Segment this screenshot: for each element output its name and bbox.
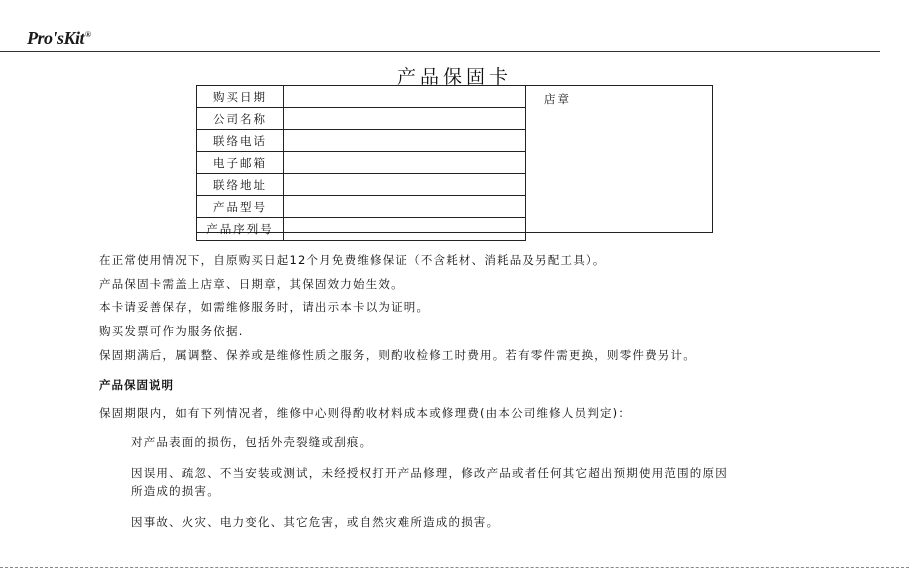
field-model[interactable]	[284, 196, 526, 218]
form-row-model	[197, 196, 526, 218]
warranty-form-table	[196, 85, 526, 241]
field-email[interactable]	[284, 152, 526, 174]
field-company-name[interactable]	[284, 108, 526, 130]
label-company-name: 公司名称	[197, 108, 284, 130]
logo-text: Pro'sKit	[27, 28, 85, 48]
label-serial: 产品序列号	[197, 218, 284, 241]
paragraph-after-expiry: 保固期满后，属调整、保养或是维修性质之服务，则酌收检修工时费用。若有零件需更换，则零件费另计。	[99, 348, 696, 362]
stamp-label: 店章	[544, 92, 571, 106]
list-item-surface-damage: 对产品表面的损伤，包括外壳裂缝或刮痕。	[131, 435, 373, 449]
bottom-divider	[0, 567, 909, 568]
form-row-address	[197, 174, 526, 196]
registered-mark: ®	[85, 30, 91, 39]
list-item-accident: 因事故、火灾、电力变化、其它危害，或自然灾难所造成的损害。	[131, 515, 500, 529]
header-divider	[0, 51, 880, 52]
section-intro: 保固期限内，如有下列情况者，维修中心则得酌收材料成本或修理费(由本公司维修人员判定)：	[99, 406, 632, 420]
page-title: 产品保固卡	[396, 66, 512, 88]
label-phone: 联络电话	[197, 130, 284, 152]
form-row-company-name	[197, 108, 526, 130]
list-item-misuse: 因误用、疏忽、不当安装或测试，未经授权打开产品修理，修改产品或者任何其它超出预期使用范围的原因	[131, 466, 728, 480]
field-address[interactable]	[284, 174, 526, 196]
form-row-phone	[197, 130, 526, 152]
warranty-form	[196, 85, 713, 236]
field-phone[interactable]	[284, 130, 526, 152]
paragraph-stamp-required: 产品保固卡需盖上店章、日期章，其保固效力始生效。	[99, 277, 404, 291]
form-row-email	[197, 152, 526, 174]
field-purchase-date[interactable]	[284, 86, 526, 108]
list-item-misuse-cont: 所造成的损害。	[131, 484, 220, 498]
label-purchase-date: 购买日期	[197, 86, 284, 108]
paragraph-warranty-term: 在正常使用情况下，自原购买日起12个月免费维修保证（不含耗材、消耗品及另配工具）。	[99, 253, 606, 267]
paragraph-keep-card: 本卡请妥善保存，如需维修服务时，请出示本卡以为证明。	[99, 300, 430, 314]
label-model: 产品型号	[197, 196, 284, 218]
proskit-logo	[27, 28, 91, 49]
form-row-serial	[197, 218, 526, 241]
label-address: 联络地址	[197, 174, 284, 196]
paragraph-invoice: 购买发票可作为服务依据.	[99, 324, 244, 338]
label-email: 电子邮箱	[197, 152, 284, 174]
field-serial[interactable]	[284, 218, 526, 241]
section-heading: 产品保固说明	[99, 378, 174, 392]
form-row-purchase-date	[197, 86, 526, 108]
